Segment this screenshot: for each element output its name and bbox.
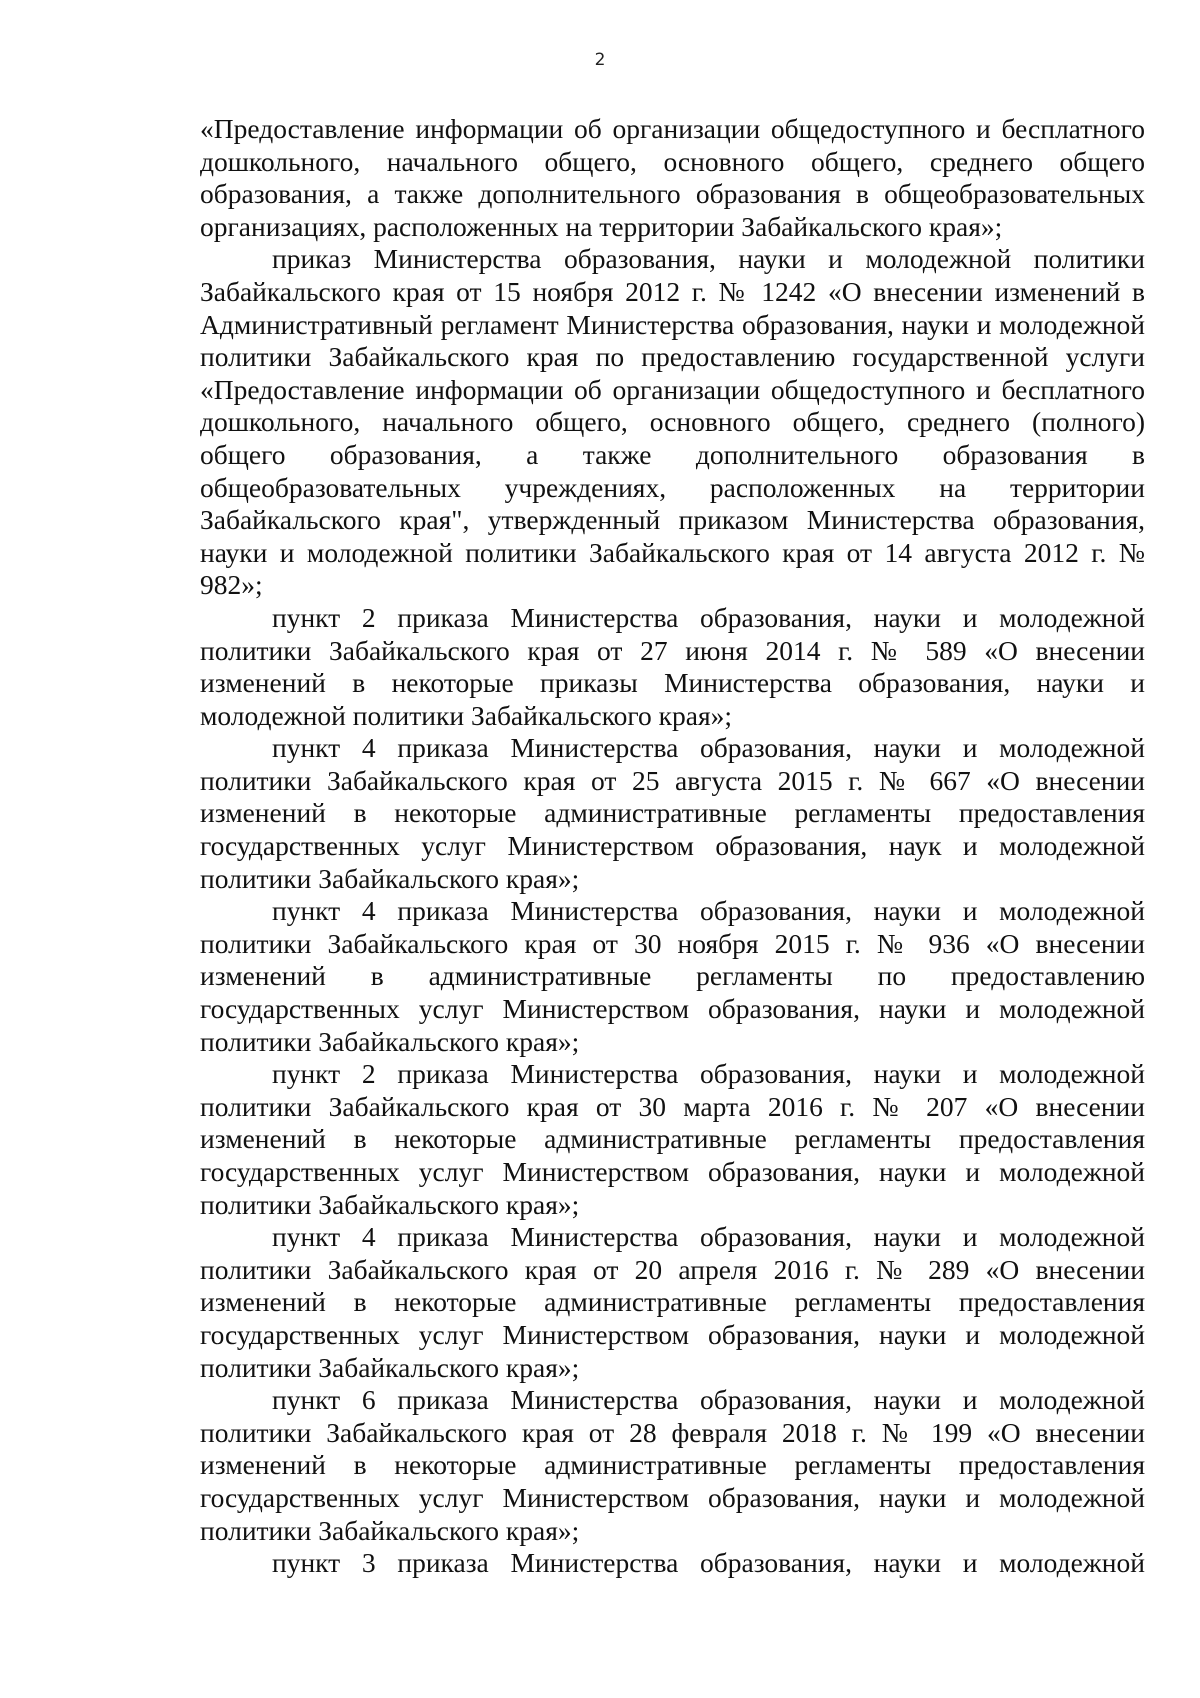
document-body <box>200 113 1145 1580</box>
paragraph-order-1242: приказ Министерства образования, науки и молодежной политики Забайкальского края от 15 ноября 2012 г. № 1242 «О внесении изменений в Административный регламент Министерства образования, науки и молодежной политики Забайкальского края по предоставлению государственной услуги «Предоставление информации об организации общедоступного и бесплатного дошкольного, начального общего, основного общего, среднего (полного) общего образования, а также дополнительного образования в общеобразовательных учреждениях, расположенных на территории Забайкальского края", утвержденный приказом Министерства образования, науки и молодежной политики Забайкальского края от 14 августа 2012 г. № 982»; <box>200 243 1145 601</box>
paragraph-truncated: пункт 3 приказа Министерства образования, науки и молодежной <box>272 1547 1145 1579</box>
paragraph-order-199: пункт 6 приказа Министерства образования, науки и молодежной политики Забайкальского края от 28 февраля 2018 г. № 199 «О внесении изменений в некоторые административные регламенты предоставления государственных услуг Министерством образования, науки и молодежной политики Забайкальского края»; <box>200 1384 1145 1546</box>
paragraph-continuation: «Предоставление информации об организации общедоступного и бесплатного дошкольного, начального общего, основного общего, среднего общего образования, а также дополнительного образования в общеобразовательных организациях, расположенных на территории Забайкальского края»; <box>200 113 1145 242</box>
paragraph-order-207: пункт 2 приказа Министерства образования, науки и молодежной политики Забайкальского края от 30 марта 2016 г. № 207 «О внесении изменений в некоторые административные регламенты предоставления государственных услуг Министерством образования, науки и молодежной политики Забайкальского края»; <box>200 1058 1145 1220</box>
paragraph-order-289: пункт 4 приказа Министерства образования, науки и молодежной политики Забайкальского края от 20 апреля 2016 г. № 289 «О внесении изменений в некоторые административные регламенты предоставления государственных услуг Министерством образования, науки и молодежной политики Забайкальского края»; <box>200 1221 1145 1383</box>
paragraph-order-936: пункт 4 приказа Министерства образования, науки и молодежной политики Забайкальского края от 30 ноября 2015 г. № 936 «О внесении изменений в административные регламенты по предоставлению государственных услуг Министерством образования, науки и молодежной политики Забайкальского края»; <box>200 895 1145 1057</box>
paragraph-order-667: пункт 4 приказа Министерства образования, науки и молодежной политики Забайкальского края от 25 августа 2015 г. № 667 «О внесении изменений в некоторые административные регламенты предоставления государственных услуг Министерством образования, наук и молодежной политики Забайкальского края»; <box>200 732 1145 894</box>
page-number: 2 <box>594 50 606 70</box>
paragraph-order-589: пункт 2 приказа Министерства образования, науки и молодежной политики Забайкальского края от 27 июня 2014 г. № 589 «О внесении изменений в некоторые приказы Министерства образования, науки и молодежной политики Забайкальского края»; <box>200 601 1145 731</box>
